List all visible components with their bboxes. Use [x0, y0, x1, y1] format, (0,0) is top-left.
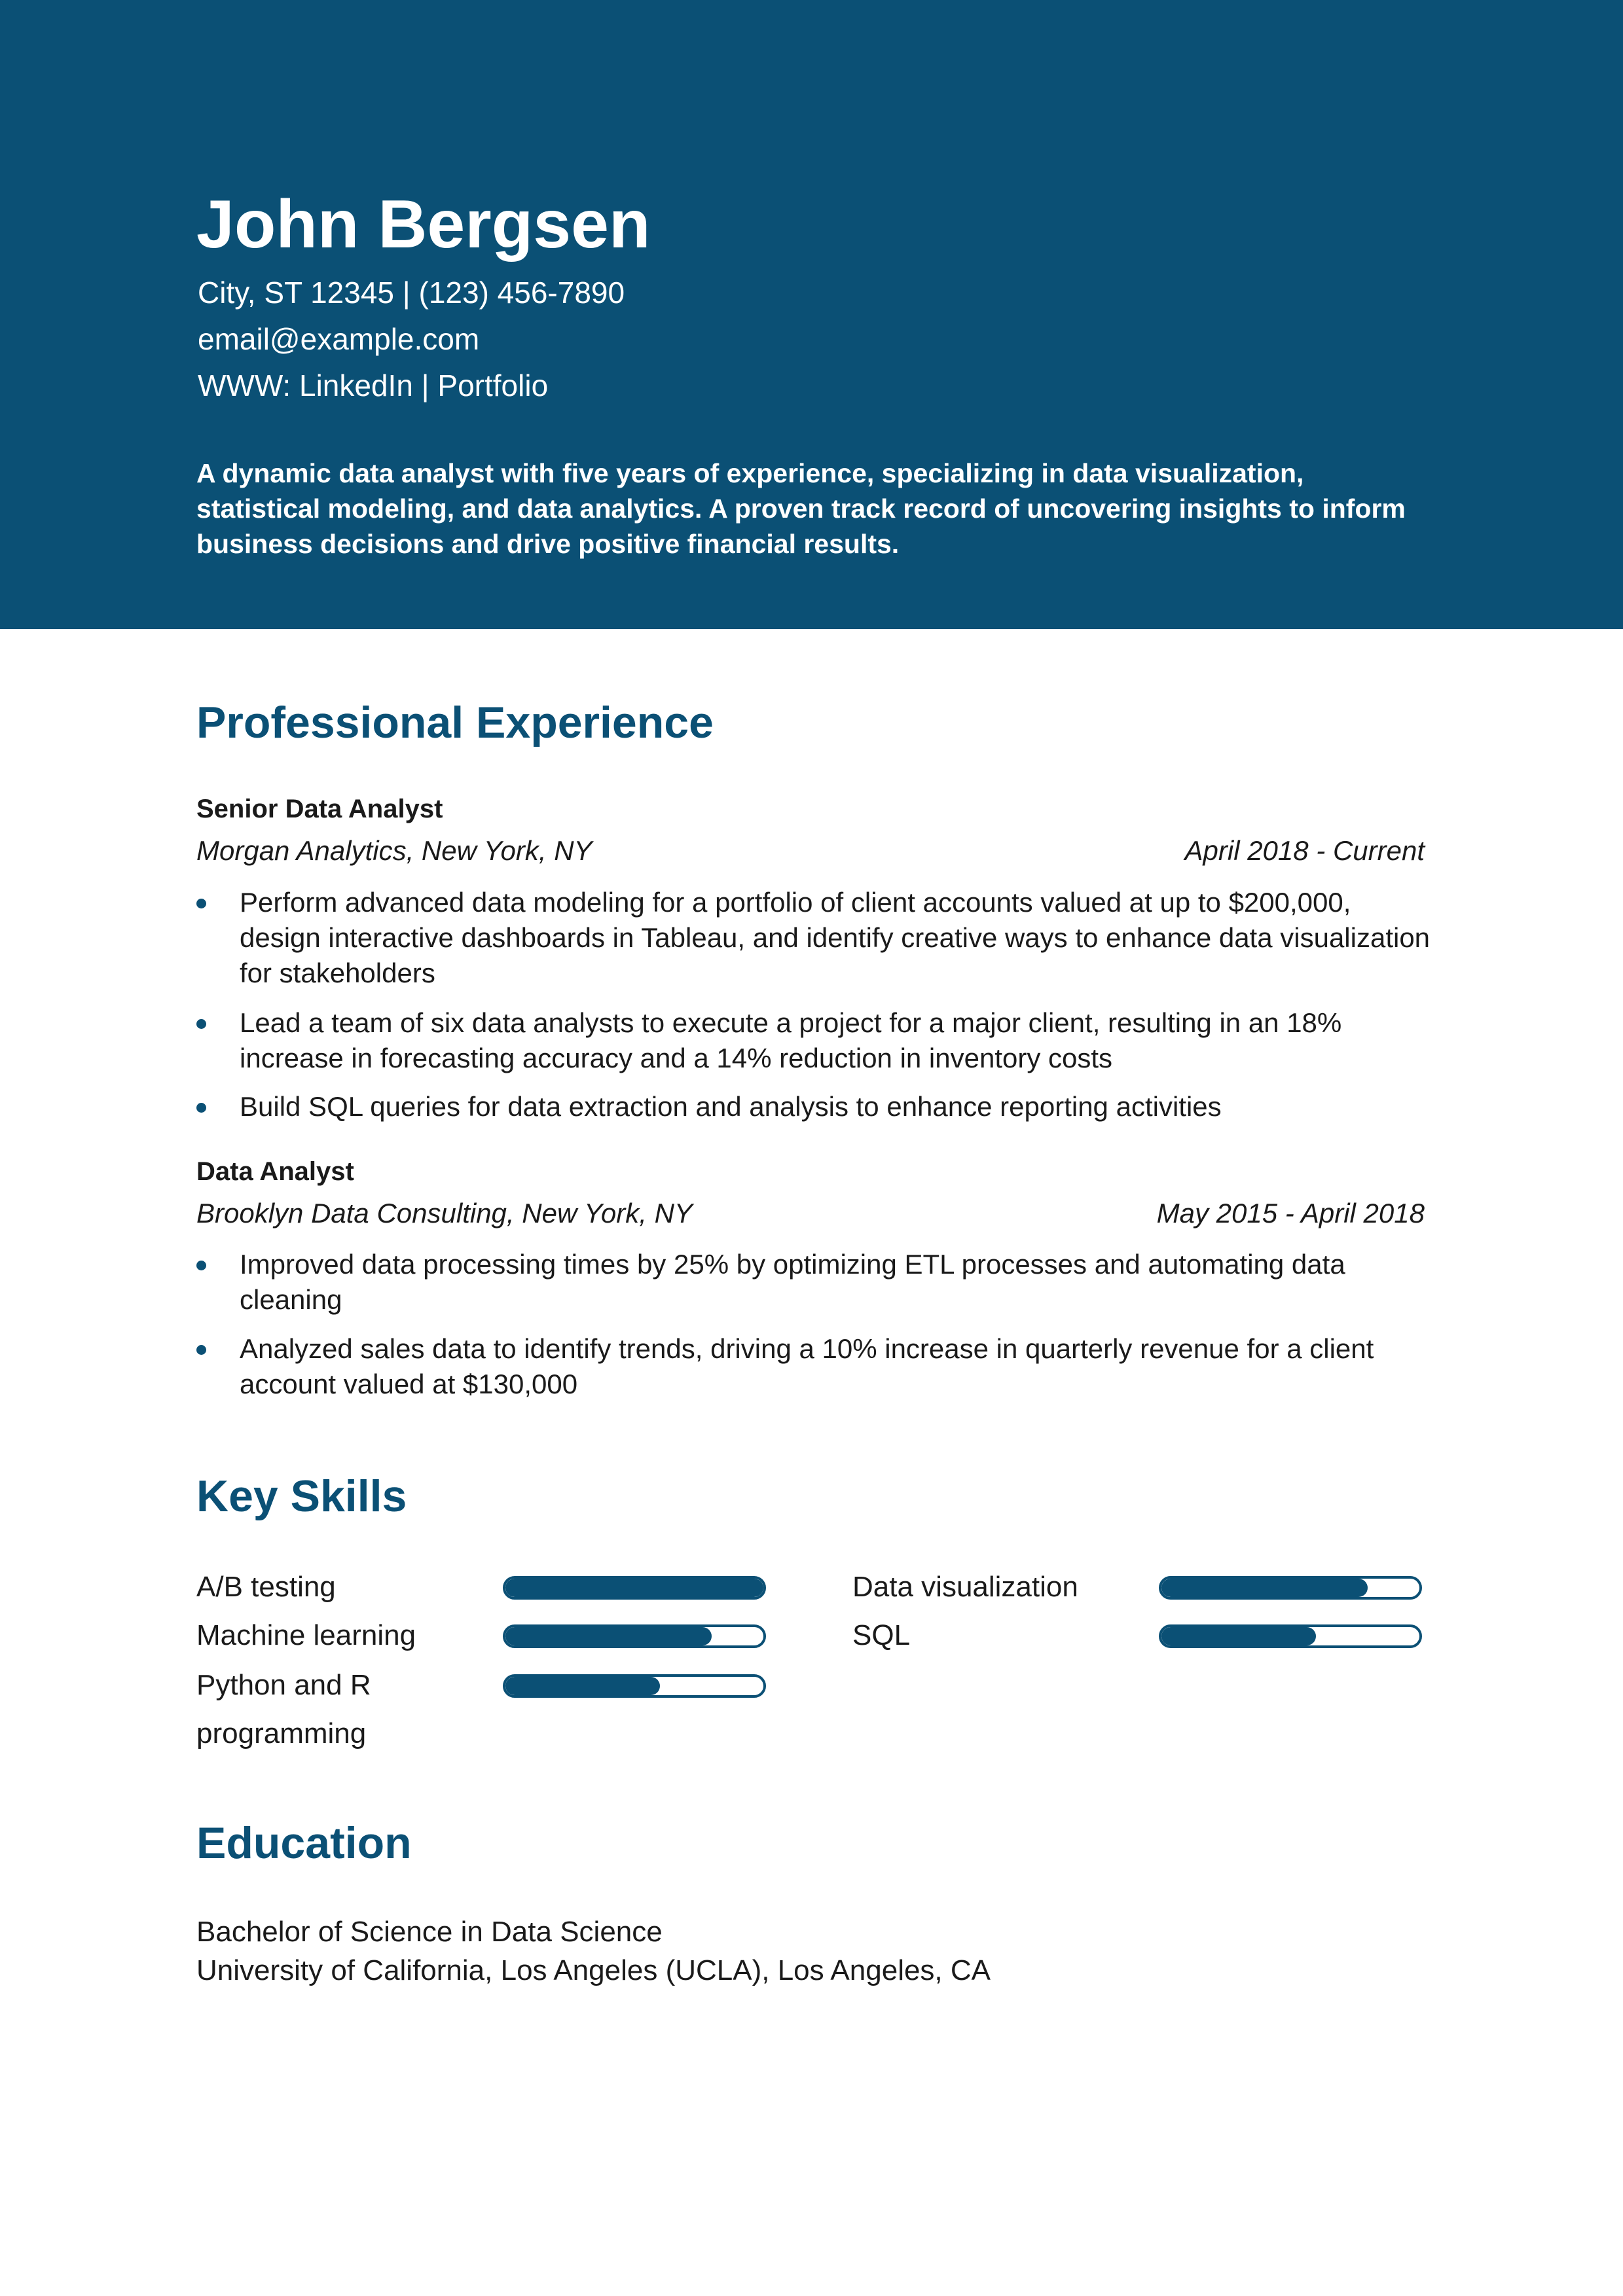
job-bullet-text: Perform advanced data modeling for a portfolio of client accounts valued at up to $200,000, design interactive dashboards in Tableau, and identify creative ways to enhance data visualization for stakeholders — [240, 887, 1431, 988]
job-bullet — [240, 885, 1431, 991]
skill-level-bar — [1159, 1576, 1422, 1600]
skill-level-fill — [1161, 1627, 1316, 1645]
job-bullet — [240, 1331, 1431, 1402]
education-heading: Education — [196, 1818, 412, 1868]
candidate-name: John Bergsen — [196, 187, 651, 262]
job-bullet-text: Build SQL queries for data extraction and analysis to enhance reporting activities — [240, 1091, 1222, 1122]
job-title: Data Analyst — [196, 1157, 354, 1186]
education-school: University of California, Los Angeles (UCLA), Los Angeles, CA — [196, 1954, 991, 1986]
skill-level-fill — [505, 1627, 712, 1645]
bullet-dot-icon — [196, 1345, 206, 1355]
job-title: Senior Data Analyst — [196, 795, 443, 823]
contact-address-phone: City, ST 12345 | (123) 456-7890 — [198, 276, 625, 310]
job-bullet — [240, 1089, 1431, 1124]
resume-header — [0, 0, 1623, 629]
skill-level-bar — [1159, 1624, 1422, 1648]
contact-email[interactable]: email@example.com — [198, 322, 480, 356]
job-company: Brooklyn Data Consulting, New York, NY — [196, 1198, 693, 1229]
skill-level-bar — [503, 1674, 766, 1698]
job-bullet — [240, 1005, 1431, 1076]
skill-level-fill — [505, 1579, 763, 1597]
job-dates: May 2015 - April 2018 — [1156, 1198, 1425, 1229]
job-bullet-text: Improved data processing times by 25% by optimizing ETL processes and automating data cleaning — [240, 1249, 1345, 1315]
contact-web-links[interactable]: WWW: LinkedIn | Portfolio — [198, 368, 549, 403]
skill-label: SQL — [852, 1619, 911, 1651]
skill-level-fill — [1161, 1579, 1368, 1597]
bullet-dot-icon — [196, 899, 206, 908]
professional-summary: A dynamic data analyst with five years of experience, specializing in data visualization, statistical modeling, and data analytics. A proven track record of uncovering insights to inform business decisions and drive positive financial results. — [196, 458, 1406, 559]
skill-label: A/B testing — [196, 1571, 336, 1603]
bullet-dot-icon — [196, 1019, 206, 1029]
skills-heading: Key Skills — [196, 1471, 407, 1521]
experience-heading: Professional Experience — [196, 698, 714, 747]
job-bullet-text: Lead a team of six data analysts to execute a project for a major client, resulting in an 18% increase in forecasting accuracy and a 14% reduction in inventory costs — [240, 1007, 1342, 1073]
skill-label: Machine learning — [196, 1619, 416, 1651]
bullet-dot-icon — [196, 1103, 206, 1113]
skill-label: Python and R programming — [196, 1669, 371, 1749]
job-dates: April 2018 - Current — [1184, 835, 1425, 866]
skill-level-bar — [503, 1576, 766, 1600]
education-degree: Bachelor of Science in Data Science — [196, 1916, 663, 1948]
skill-label: Data visualization — [852, 1571, 1078, 1603]
bullet-dot-icon — [196, 1261, 206, 1270]
job-bullet-text: Analyzed sales data to identify trends, driving a 10% increase in quarterly revenue for a client account valued at $130,000 — [240, 1333, 1374, 1399]
skill-level-fill — [505, 1677, 660, 1695]
skill-level-bar — [503, 1624, 766, 1648]
job-bullet — [240, 1247, 1431, 1318]
job-company: Morgan Analytics, New York, NY — [196, 835, 593, 866]
